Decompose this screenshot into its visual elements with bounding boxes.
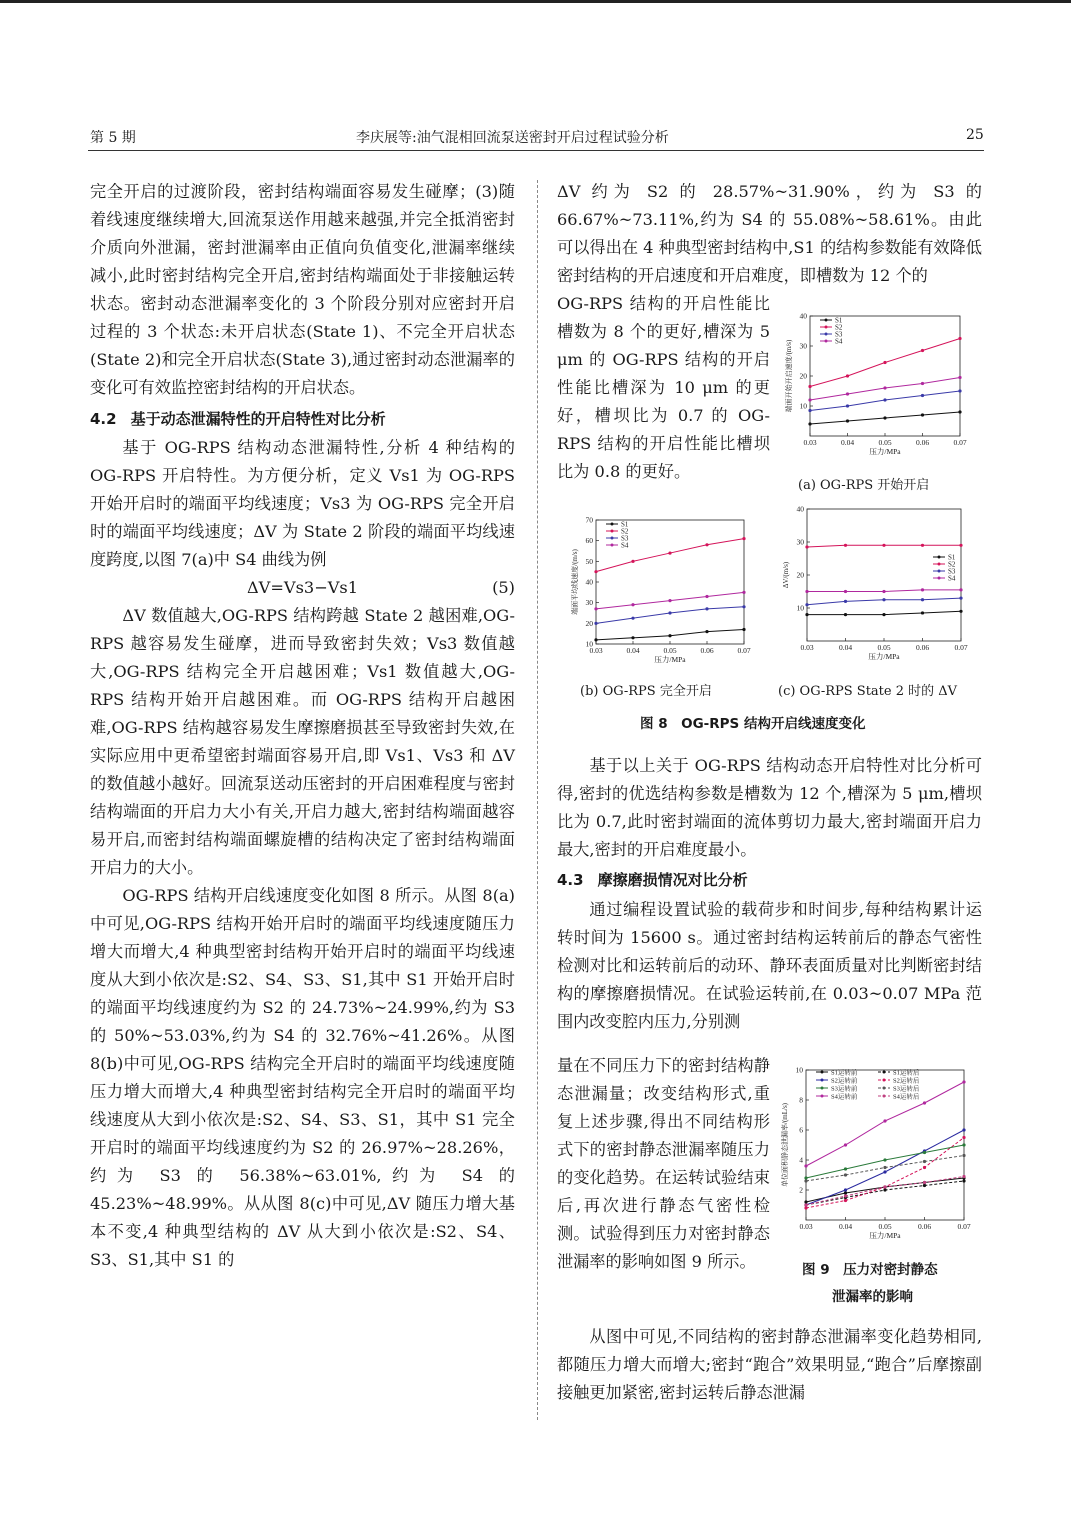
x-tick-label: 0.04 [626, 646, 640, 655]
data-point [808, 385, 811, 388]
data-point [705, 543, 708, 546]
figure-8c-chart [775, 505, 980, 670]
legend-label: S3运转前 [831, 1085, 858, 1093]
data-point [805, 590, 808, 593]
data-point [742, 537, 745, 540]
data-point [804, 1203, 807, 1206]
data-point [844, 1173, 847, 1176]
data-point [959, 610, 962, 613]
x-tick-label: 0.05 [878, 1222, 892, 1231]
legend-label: S3 [835, 330, 843, 339]
figure-9-title-line2: 泄漏率的影响 [832, 1289, 913, 1305]
legend-marker [611, 544, 614, 547]
legend-marker [825, 326, 828, 329]
data-point [962, 1175, 965, 1178]
y-tick-label: 30 [585, 598, 593, 608]
figure-9-chart [776, 1062, 981, 1247]
data-point [844, 1143, 847, 1146]
legend-marker [825, 340, 828, 343]
x-tick-label: 0.04 [840, 438, 855, 447]
paragraph: ΔV 约为 S2 的 28.57%~31.90%，约为 S3 的 66.67%~73.11%,约为 S4 的 55.08%~58.61%。由此可以得出在 4 种典型密封结构中,S1 的结构参数能有效降低密封结构的开启速度和开启难度，即槽数为 12 个的 [557, 182, 982, 285]
data-point [808, 409, 811, 412]
x-tick-label: 0.04 [838, 1222, 853, 1231]
paragraph: 基于 OG-RPS 结构动态泄漏特性,分析 4 种结构的 OG-RPS 开启特性。为方便分析，定义 Vs1 为 OG-RPS 开始开启时的端面平均线速度；Vs3 为 OG-RPS 完全开启时的端面平均线速度；ΔV 为 State 2 阶段的端面平均线速度跨度,以图 7(a)中 S4 曲线为例 [90, 438, 515, 569]
paragraph: OG-RPS 结构开启线速度变化如图 8 所示。从图 8(a)中可见,OG-RPS 结构开始开启时的端面平均线速度随压力增大而增大,4 种典型密封结构开始开启时的端面平均线速度从大到小依次是:S2、S4、S3、S1,其中 S1 开始开启时的端面平均线速度约为 S2 的 24.73%~24.99%,约为 S3 的 50%~53.03%,约为 S4 的 32.76%~41.26%。从图 8(b)中可见,OG-RPS 结构完全开启时的端面平均线速度随压力增大而增大,4 种典型密封结构完全开启时的端面平均线速度从大到小依次是:S2、S4、S3、S1，其中 S1 完全开启时的端面平均线速度约为 S2 的 26.97%~28.26%，约为 S3 的 56.38%~63.01%,约为 S4 的 45.23%~48.99%。从从图 8(c)中可见,ΔV 随压力增大基本不变,4 种典型结构的 ΔV 从大到小依次是:S2、S4、S3、S1,其中 S1 的 [90, 886, 515, 1269]
data-point [923, 1160, 926, 1163]
section-title: 摩擦磨损情况对比分析 [597, 871, 748, 889]
x-tick-label: 0.07 [954, 643, 968, 652]
data-point [883, 1185, 886, 1188]
data-point [921, 588, 924, 591]
legend-label: S1 [621, 520, 629, 529]
data-point [923, 1166, 926, 1169]
data-point [804, 1200, 807, 1203]
data-point [668, 551, 671, 554]
plot-frame [806, 1070, 964, 1220]
data-point [805, 545, 808, 548]
legend-marker [938, 577, 941, 580]
y-axis-label: 端面平均线速度/(m/s) [571, 549, 579, 615]
figure-8a-caption: (a) OG-RPS 开始开启 [798, 478, 930, 493]
x-tick-label: 0.07 [957, 1222, 971, 1231]
figure-8-title: 图 8 OG-RPS 结构开启线速度变化 [640, 716, 866, 732]
legend-marker [883, 1071, 886, 1074]
data-point [808, 398, 811, 401]
data-point [923, 1151, 926, 1154]
data-point [959, 544, 962, 547]
issue-number: 第 5 期 [90, 130, 136, 146]
y-axis-label: 端面开始开启速度/(m/s) [785, 339, 793, 413]
data-point [921, 413, 924, 416]
equation-number: (5) [492, 578, 515, 597]
legend-label: S2 [621, 527, 629, 536]
y-tick-label: 10 [585, 639, 593, 649]
figure-8c-caption: (c) OG-RPS State 2 时的 ΔV [778, 684, 958, 699]
data-point [844, 613, 847, 616]
series-line [596, 607, 744, 624]
data-point [846, 404, 849, 407]
y-tick-label: 2 [799, 1185, 803, 1195]
data-point [705, 630, 708, 633]
data-point [958, 389, 961, 392]
data-point [804, 1179, 807, 1182]
paragraph: OG-RPS 结构的开启性能比槽数为 8 个的更好,槽深为 5 μm 的 OG-RPS 结构的开启性能比槽深为 10 μm 的更好，槽坝比为 0.7 的 OG-RPS 结构的开启性能比槽坝比为 0.8 的更好。 [557, 294, 770, 481]
data-point [805, 613, 808, 616]
data-point [742, 591, 745, 594]
data-point [808, 422, 811, 425]
data-point [921, 349, 924, 352]
legend-label: S4 [948, 574, 956, 583]
legend-marker [821, 1095, 824, 1098]
data-point [883, 1170, 886, 1173]
y-tick-label: 30 [796, 537, 804, 547]
legend-marker [938, 563, 941, 566]
data-point [846, 392, 849, 395]
running-title: 李庆展等:油气混相回流泵送密封开启过程试验分析 [356, 130, 669, 146]
data-point [923, 1101, 926, 1104]
equation-5 [90, 574, 515, 602]
data-point [705, 595, 708, 598]
section-heading-4-3 [557, 864, 982, 896]
series-line [596, 539, 744, 572]
paragraph: 完全开启的过渡阶段，密封结构端面容易发生碰摩；(3)随着线速度继续增大,回流泵送作用越来越强,并完全抵消密封介质向外泄漏，密封泄漏率由正值向负值变化,泄漏率继续减小,此时密封结构完全开启,密封结构端面处于非接触运转状态。密封动态泄漏率变化的 3 个阶段分别对应密封开启过程的 3 个状态:未开启状态(State 1)、不完全开启状态(State 2)和完全开启状态(State 3),通过密封动态泄漏率的变化可有效监控密封结构的开启状态。 [90, 182, 515, 397]
y-tick-label: 40 [799, 311, 807, 321]
data-point [844, 600, 847, 603]
y-tick-label: 4 [799, 1155, 803, 1165]
legend-label: S4运转后 [893, 1093, 920, 1101]
legend-marker [938, 570, 941, 573]
data-point [921, 382, 924, 385]
data-point [962, 1179, 965, 1182]
legend-label: S4运转前 [831, 1093, 858, 1101]
legend-label: S1 [948, 553, 956, 562]
paragraph: ΔV 数值越大,OG-RPS 结构跨越 State 2 越困难,OG-RPS 越容易发生碰摩，进而导致密封失效；Vs3 数值越大,OG-RPS 结构完全开启越困难；Vs1 数值越大,OG-RPS 结构开始开启越困难。而 OG-RPS 结构开启越困难,OG-RPS 结构越容易发生摩擦磨损甚至导致密封失效,在实际应用中更希望密封端面容易开启,即 Vs1、Vs3 和 ΔV 的数值越小越好。回流泵送动压密封的开启困难程度与密封结构端面的开启力大小有关,开启力越大,密封结构端面越容易开启,而密封结构端面螺旋槽的结构决定了密封结构端面开启力的大小。 [90, 606, 515, 877]
right-column-bottom [557, 1323, 982, 1407]
figure-8b-caption: (b) OG-RPS 完全开启 [580, 684, 712, 699]
data-point [883, 361, 886, 364]
x-tick-label: 0.06 [915, 643, 930, 652]
x-axis-label: 压力/MPa [869, 1231, 901, 1240]
y-tick-label: 10 [795, 1065, 803, 1075]
data-point [921, 394, 924, 397]
y-tick-label: 6 [799, 1125, 803, 1135]
x-tick-label: 0.03 [799, 1222, 813, 1231]
data-point [962, 1128, 965, 1131]
section-heading-4-2 [90, 404, 515, 434]
data-point [844, 590, 847, 593]
data-point [742, 605, 745, 608]
legend-label: S2运转后 [893, 1077, 920, 1085]
legend-label: S4 [621, 541, 629, 550]
x-axis-label: 压力/MPa [868, 652, 900, 661]
x-tick-label: 0.03 [803, 438, 817, 447]
data-point [882, 590, 885, 593]
data-point [844, 1188, 847, 1191]
paragraph: 量在不同压力下的密封结构静态泄漏量；改变结构形式,重复上述步骤,得出不同结构形式下的密封静态泄漏率随压力的变化趋势。在运转试验结束后,再次进行静态气密性检测。试验得到压力对密封静态泄漏率的影响如图 9 所示。 [557, 1056, 770, 1271]
data-point [668, 611, 671, 614]
legend-marker [825, 333, 828, 336]
column-divider [537, 180, 538, 1420]
x-tick-label: 0.05 [877, 643, 891, 652]
data-point [882, 598, 885, 601]
figure-9-title-line1: 图 9 压力对密封静态 [802, 1262, 938, 1278]
data-point [705, 607, 708, 610]
y-tick-label: 20 [585, 618, 593, 628]
data-point [594, 638, 597, 641]
data-point [805, 603, 808, 606]
data-point [846, 374, 849, 377]
y-axis-label: 单位面积静态泄漏率/(mL/s) [781, 1103, 789, 1187]
plot-frame [807, 509, 961, 641]
legend-label: S1运转后 [893, 1069, 920, 1077]
series-line [806, 1181, 964, 1205]
data-point [962, 1154, 965, 1157]
legend-label: S2 [835, 323, 843, 332]
y-tick-label: 20 [796, 570, 804, 580]
data-point [958, 337, 961, 340]
data-point [883, 386, 886, 389]
section-number: 4.2 [90, 410, 117, 428]
data-point [959, 588, 962, 591]
data-point [844, 544, 847, 547]
data-point [882, 544, 885, 547]
data-point [958, 410, 961, 413]
y-tick-label: 70 [585, 515, 593, 525]
data-point [594, 570, 597, 573]
data-point [668, 599, 671, 602]
paragraph: 从图中可见,不同结构的密封静态泄漏率变化趋势相同,都随压力增大而增大;密封“跑合”效果明显,“跑合”后摩擦副接触更加紧密,密封运转后静态泄漏 [557, 1327, 982, 1402]
right-column-wrap-2 [557, 1052, 770, 1276]
y-tick-label: 60 [585, 536, 593, 546]
x-tick-label: 0.05 [878, 438, 892, 447]
data-point [883, 398, 886, 401]
data-point [883, 1119, 886, 1122]
y-tick-label: 8 [799, 1095, 803, 1105]
data-point [962, 1143, 965, 1146]
legend-marker [938, 556, 941, 559]
right-column-middle [557, 752, 982, 1036]
legend-label: S2 [948, 560, 956, 569]
legend-marker [611, 523, 614, 526]
data-point [844, 1191, 847, 1194]
right-column-wrap-1 [557, 290, 770, 486]
x-tick-label: 0.07 [737, 646, 751, 655]
paragraph: 通过编程设置试验的载荷步和时间步,每种结构累计运转时间为 15600 s。通过密封结构运转前后的静态气密性检测对比和运转前后的动环、静环表面质量对比判断密封结构的摩擦磨损情况。在试验运转前,在 0.03~0.07 MPa 范围内改变腔内压力,分别测 [557, 900, 982, 1031]
section-number: 4.3 [557, 871, 584, 889]
data-point [921, 598, 924, 601]
data-point [594, 622, 597, 625]
data-point [844, 1194, 847, 1197]
y-tick-label: 10 [796, 603, 804, 613]
y-tick-label: 50 [585, 556, 593, 566]
data-point [883, 1166, 886, 1169]
data-point [668, 634, 671, 637]
data-point [631, 617, 634, 620]
data-point [958, 376, 961, 379]
x-tick-label: 0.06 [700, 646, 714, 655]
data-point [921, 611, 924, 614]
legend-label: S1运转前 [831, 1069, 858, 1077]
data-point [594, 607, 597, 610]
x-tick-label: 0.03 [589, 646, 603, 655]
y-tick-label: 40 [585, 577, 593, 587]
y-axis-label: ΔV/(m/s) [782, 561, 790, 589]
x-axis-label: 压力/MPa [869, 447, 901, 456]
figure-8b-chart [560, 512, 765, 670]
data-point [923, 1181, 926, 1184]
legend-marker [611, 537, 614, 540]
x-tick-label: 0.06 [915, 438, 930, 447]
legend-marker [883, 1079, 886, 1082]
data-point [883, 1158, 886, 1161]
x-axis-label: 压力/MPa [654, 655, 686, 664]
legend-marker [821, 1087, 824, 1090]
data-point [846, 419, 849, 422]
legend-marker [883, 1087, 886, 1090]
left-column [90, 178, 515, 1274]
figure-8a-chart [778, 310, 978, 466]
x-tick-label: 0.05 [663, 646, 677, 655]
data-point [804, 1176, 807, 1179]
y-tick-label: 10 [799, 401, 807, 411]
y-tick-label: 30 [799, 341, 807, 351]
data-point [844, 1167, 847, 1170]
x-tick-label: 0.06 [917, 1222, 932, 1231]
legend-marker [821, 1079, 824, 1082]
section-title: 基于动态泄漏特性的开启特性对比分析 [130, 410, 386, 428]
data-point [959, 597, 962, 600]
data-point [742, 628, 745, 631]
data-point [962, 1136, 965, 1139]
data-point [631, 636, 634, 639]
legend-label: S1 [835, 316, 843, 325]
equation-text: ΔV=Vs3−Vs1 [246, 578, 359, 597]
series-line [806, 1082, 964, 1166]
paragraph: 基于以上关于 OG-RPS 结构动态开启特性对比分析可得,密封的优选结构参数是槽数为 12 个,槽深为 5 μm,槽坝比为 0.7,此时密封端面的流体剪切力最大,密封端面开启力最大,密封的开启难度最小。 [557, 756, 982, 859]
legend-marker [883, 1095, 886, 1098]
data-point [804, 1164, 807, 1167]
legend-marker [825, 319, 828, 322]
top-rule [0, 0, 1071, 3]
x-tick-label: 0.03 [800, 643, 814, 652]
right-column-top [557, 178, 982, 290]
data-point [844, 1199, 847, 1202]
data-point [883, 1188, 886, 1191]
legend-marker [611, 530, 614, 533]
data-point [882, 613, 885, 616]
data-point [883, 416, 886, 419]
data-point [962, 1080, 965, 1083]
y-tick-label: 40 [796, 505, 804, 514]
legend-marker [821, 1071, 824, 1074]
legend-label: S3 [948, 567, 956, 576]
legend-label: S4 [835, 337, 843, 346]
page-number: 25 [966, 127, 984, 143]
data-point [631, 603, 634, 606]
data-point [923, 1184, 926, 1187]
legend-label: S2运转前 [831, 1077, 858, 1085]
data-point [804, 1206, 807, 1209]
data-point [631, 560, 634, 563]
legend-label: S3 [621, 534, 629, 543]
legend-label: S3运转后 [893, 1085, 920, 1093]
x-tick-label: 0.07 [953, 438, 967, 447]
x-tick-label: 0.04 [838, 643, 853, 652]
plot-frame [596, 520, 744, 644]
y-tick-label: 20 [799, 371, 807, 381]
header-rule [88, 150, 984, 151]
data-point [921, 544, 924, 547]
